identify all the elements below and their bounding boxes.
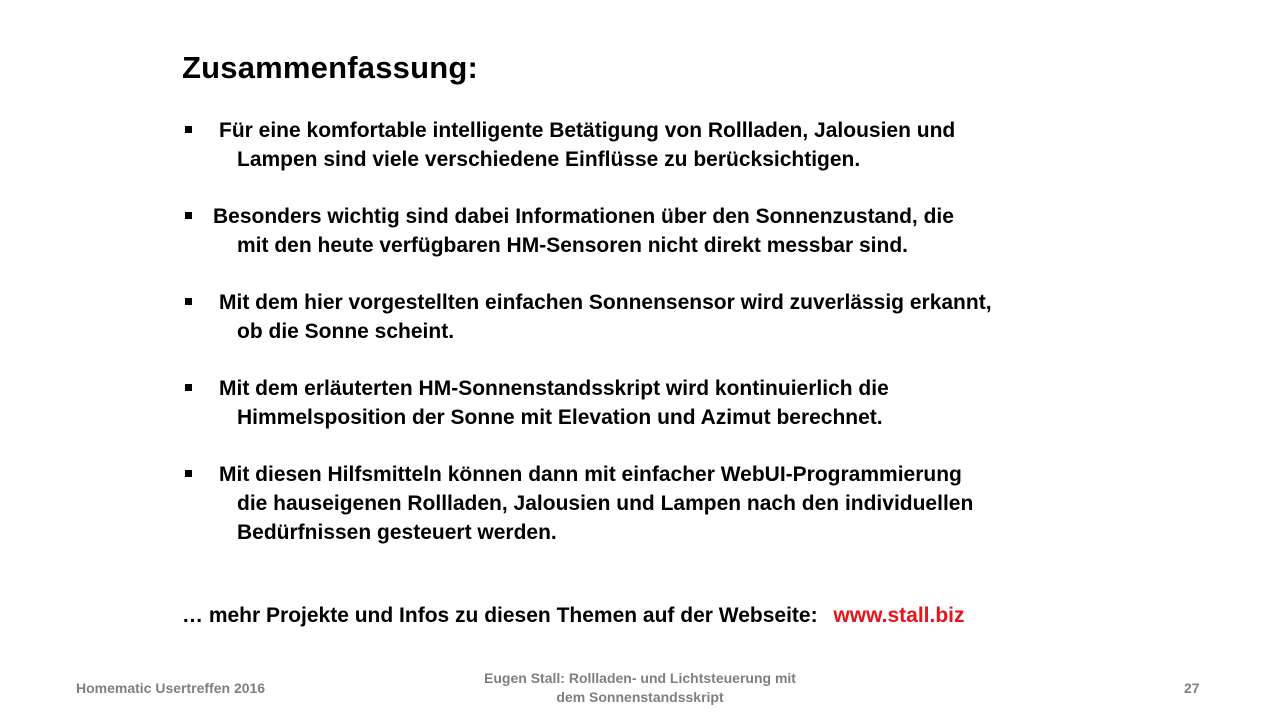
square-bullet-icon bbox=[185, 298, 192, 305]
footer-title-line: Eugen Stall: Rollladen- und Lichtsteuerung mit bbox=[484, 670, 796, 686]
slide-title: Zusammenfassung: bbox=[182, 50, 479, 85]
bullet-text: Mit dem erläuterten HM-Sonnenstandsskript wird kontinuierlich die bbox=[219, 377, 889, 400]
bullet-text: Lampen sind viele verschiedene Einflüsse zu berücksichtigen. bbox=[237, 148, 861, 171]
more-info-line bbox=[182, 604, 965, 628]
bullet-item bbox=[182, 374, 1142, 432]
bullet-text: Bedürfnissen gesteuert werden. bbox=[237, 521, 557, 544]
bullet-text: die hauseigenen Rollladen, Jalousien und Lampen nach den individuellen bbox=[237, 492, 974, 515]
square-bullet-icon bbox=[185, 212, 192, 219]
bullet-item bbox=[182, 202, 1142, 260]
bullet-text: mit den heute verfügbaren HM-Sensoren nicht direkt messbar sind. bbox=[237, 234, 908, 257]
bullet-text: Für eine komfortable intelligente Betätigung von Rollladen, Jalousien und bbox=[219, 119, 956, 142]
footer-title-line: dem Sonnenstandsskript bbox=[556, 689, 724, 705]
bullet-item bbox=[182, 288, 1142, 346]
square-bullet-icon bbox=[185, 384, 192, 391]
page-number: 27 bbox=[1184, 680, 1200, 696]
bullet-text: Himmelsposition der Sonne mit Elevation und Azimut berechnet. bbox=[237, 406, 883, 429]
bullet-text: Mit dem hier vorgestellten einfachen Sonnensensor wird zuverlässig erkannt, bbox=[219, 291, 992, 314]
bullet-list bbox=[182, 116, 1142, 575]
more-info-text: … mehr Projekte und Infos zu diesen Themen auf der Webseite: bbox=[182, 604, 818, 627]
bullet-text: Besonders wichtig sind dabei Informationen über den Sonnenzustand, die bbox=[213, 205, 954, 228]
footer-presentation-title bbox=[440, 669, 840, 707]
bullet-text: Mit diesen Hilfsmitteln können dann mit einfacher WebUI-Programmierung bbox=[219, 463, 962, 486]
footer-event-name: Homematic Usertreffen 2016 bbox=[76, 680, 266, 696]
bullet-item bbox=[182, 116, 1142, 174]
website-link[interactable]: www.stall.biz bbox=[833, 604, 965, 627]
square-bullet-icon bbox=[185, 470, 192, 477]
bullet-text: ob die Sonne scheint. bbox=[237, 320, 455, 343]
bullet-item bbox=[182, 460, 1142, 547]
square-bullet-icon bbox=[185, 126, 192, 133]
